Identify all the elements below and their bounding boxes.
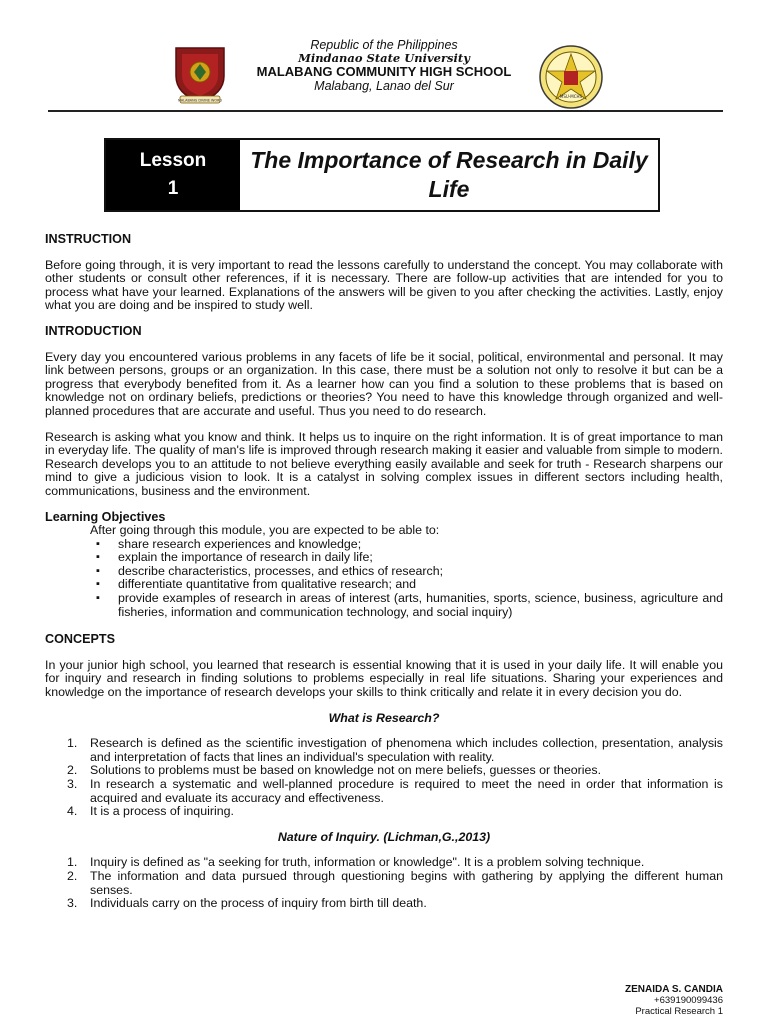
list-item: ▪ provide examples of research in areas of interest (arts, humanities, sports, science, business, agriculture and fisheries, information and communication technology, and social inquiry) xyxy=(118,592,723,619)
concepts-heading: CONCEPTS xyxy=(45,632,115,647)
left-logo-banner: MALABANG DIVINE WORD xyxy=(177,98,223,103)
introduction-paragraph-1: Every day you encountered various problems in any facets of life be it social, political, environmental and personal. It may link between persons, groups or an organization. In this case, there must be a solution not only to resolve it but can be a progress that everybody benefited from it. As a learner how can you find a solution to these problems that is based on knowledge not on ordinary beliefs, predictions or theories? You need to have this knowledge through organized and well-planned procedures that are accurate and useful. Thus you need to do research. xyxy=(45,349,723,418)
list-item: 3. In research a systematic and well-planned procedure is required to meet the need in order that information is acquired and evaluate its accuracy and effectiveness. xyxy=(67,777,723,805)
list-item: 2. The information and data pursued through questioning begins with gathering by applying the different human senses. xyxy=(67,868,723,897)
list-item: ▪ describe characteristics, processes, and ethics of research; xyxy=(118,565,723,579)
what-is-research-list xyxy=(45,737,723,819)
university-name: Mindanao State University xyxy=(298,51,470,65)
nature-of-inquiry-heading: Nature of Inquiry. (Lichman,G.,2013) xyxy=(277,829,491,844)
nature-of-inquiry-list xyxy=(45,856,723,910)
republic-line: Republic of the Philippines xyxy=(310,38,458,52)
author-phone: +639190099436 xyxy=(654,995,723,1006)
right-logo-banner: MSU-MCHS xyxy=(559,94,583,99)
header-text xyxy=(0,38,768,93)
document-footer xyxy=(625,984,723,1017)
author-name: ZENAIDA S. CANDIA xyxy=(625,984,723,995)
lesson-label: Lesson xyxy=(139,150,207,171)
lesson-title-box xyxy=(104,138,660,212)
subject-name: Practical Research 1 xyxy=(635,1006,723,1017)
what-is-research-heading: What is Research? xyxy=(328,710,440,725)
introduction-heading: INTRODUCTION xyxy=(45,323,142,338)
lesson-number: 1 xyxy=(167,178,179,199)
document-body xyxy=(45,233,723,911)
list-item: ▪ explain the importance of research in daily life; xyxy=(118,551,723,565)
list-item: 1. Inquiry is defined as "a seeking for truth, information or knowledge". It is a problem solving technique. xyxy=(67,855,645,870)
list-item: 2. Solutions to problems must be based on knowledge not on mere beliefs, guesses or theories. xyxy=(67,763,602,778)
header-divider xyxy=(48,110,723,112)
list-item: 1. Research is defined as the scientific investigation of phenomena which includes collection, presentation, analysis and interpretation of facts that lines an individual's speculation with reality. xyxy=(67,736,723,764)
objectives-intro: After going through this module, you are expected to be able to: xyxy=(90,523,440,538)
document-header xyxy=(0,36,768,106)
list-item: ▪ share research experiences and knowledge; xyxy=(118,538,723,552)
list-item: 3. Individuals carry on the process of inquiry from birth till death. xyxy=(67,896,427,911)
list-item: ▪ differentiate quantitative from qualitative research; and xyxy=(118,578,723,592)
introduction-paragraph-2: Research is asking what you know and think. It helps us to inquire on the right information. It is of great importance to man in everyday life. The quality of man's life is improved through research making it easier and valuable from simple to modern. Research develops you to an attitude to not believe everything easily available and seek for truth - Research sharpens our mind to give a judicious vision to look. It is a catalyst in solving complex issues in different sectors including health, communications, business and the environment. xyxy=(45,429,723,498)
list-item: 4. It is a process of inquiring. xyxy=(67,804,234,819)
concepts-paragraph: In your junior high school, you learned that research is essential knowing that it is used in your daily life. It will enable you for inquiry and research in finding solutions to problems especially in real life situations. Sharing your experiences and knowledge on the importance of research develops your skills to think critically and relate it in every decision you do. xyxy=(45,657,723,700)
lesson-number-block xyxy=(106,140,240,210)
objectives-list xyxy=(45,538,723,620)
lesson-title: The Importance of Research in Daily Life xyxy=(250,147,648,202)
instruction-heading: INSTRUCTION xyxy=(45,232,132,246)
school-name: MALABANG COMMUNITY HIGH SCHOOL xyxy=(256,64,512,79)
school-location: Malabang, Lanao del Sur xyxy=(314,79,454,93)
instruction-paragraph: Before going through, it is very important to read the lessons carefully to understand the concept. You may collaborate with other students or consult other references, if it is necessary. There are follow-up activities that are intended for you to process what have your learned. Explanations of the answers will be given to you after checking the activities. Lastly, enjoy what you are doing and be inspired to study well. xyxy=(45,257,723,313)
objectives-heading: Learning Objectives xyxy=(45,509,166,524)
